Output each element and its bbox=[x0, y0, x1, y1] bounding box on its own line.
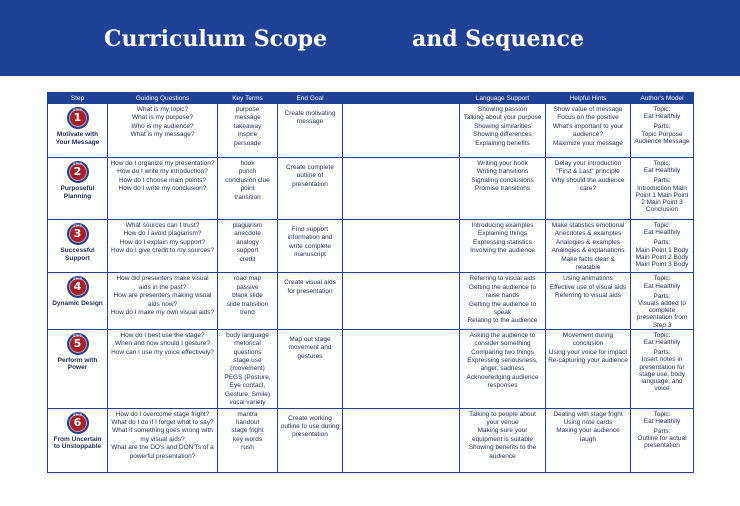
key-term: passive bbox=[236, 283, 259, 291]
key-term: handout bbox=[235, 418, 260, 426]
page-title-left: Curriculum Scope bbox=[104, 26, 328, 52]
model-label: Topic: bbox=[653, 410, 671, 418]
step-number: 6 bbox=[73, 415, 82, 429]
model-label: Parts: bbox=[653, 239, 671, 247]
guiding-question: What sources can I trust? bbox=[125, 222, 200, 229]
guiding-question: How are presenters making visual aids now? bbox=[113, 292, 212, 308]
helpful-hint: Effective use of visual aids bbox=[549, 283, 627, 291]
curriculum-table bbox=[47, 92, 694, 473]
guiding-questions-cell bbox=[108, 158, 218, 220]
step-name: Dynamic Design bbox=[52, 300, 103, 308]
language-support-item: Promise transitions bbox=[474, 185, 531, 193]
key-terms-cell bbox=[218, 158, 278, 220]
language-support-item: Relating to the audience bbox=[467, 317, 538, 325]
step-name: From Uncertain to Unstoppable bbox=[53, 435, 102, 451]
step-cell bbox=[48, 329, 108, 408]
model-value-text: Eat Healthily bbox=[643, 113, 681, 121]
model-value bbox=[633, 167, 691, 174]
helpful-hint: Analogies & examples bbox=[555, 238, 621, 246]
helpful-hint: Make statistics emotional bbox=[551, 222, 625, 229]
helpful-hint: Using note cards bbox=[563, 418, 613, 426]
step-name: Perform with Power bbox=[57, 356, 98, 372]
step-cell bbox=[48, 273, 108, 329]
authors-model-cell bbox=[631, 220, 694, 273]
guiding-questions-cell bbox=[108, 273, 218, 329]
helpful-hint: Analogies & explanations bbox=[551, 247, 625, 255]
step-cell bbox=[48, 220, 108, 273]
model-value-text: Eat Healthily bbox=[643, 229, 681, 237]
authors-model-cell bbox=[631, 273, 694, 329]
step-name: Motivate with Your Message bbox=[55, 131, 100, 146]
blank-cell bbox=[343, 408, 460, 472]
model-label: Parts: bbox=[653, 427, 671, 435]
key-term: rhetorical questions bbox=[233, 340, 262, 356]
step-badge-icon bbox=[67, 276, 89, 298]
key-term: rush bbox=[241, 444, 254, 452]
language-support-item: Making sure your equipment is suitable bbox=[471, 427, 534, 443]
end-goal: Create motivating message bbox=[284, 110, 336, 126]
guiding-question: How do I organize my presentation? bbox=[110, 160, 215, 167]
key-term: vocal variety bbox=[229, 399, 266, 407]
helpful-hint: Re-capturing your audience bbox=[548, 357, 628, 365]
model-value bbox=[633, 113, 691, 120]
badge-word: STEP bbox=[72, 162, 83, 166]
language-support-item: Talking to people about your venue bbox=[469, 410, 536, 426]
step-cell bbox=[48, 408, 108, 472]
badge-word: STEP bbox=[72, 277, 83, 282]
guiding-questions-cell bbox=[108, 220, 218, 273]
guiding-question: How do I give credit to my sources? bbox=[111, 247, 214, 255]
end-goal-cell bbox=[278, 220, 343, 273]
language-support-cell bbox=[460, 220, 546, 273]
helpful-hint: Using your voice for impact bbox=[548, 348, 628, 356]
blank-cell bbox=[343, 329, 460, 408]
model-label: Topic: bbox=[653, 106, 671, 113]
model-label: Parts: bbox=[653, 123, 671, 131]
language-support-cell bbox=[460, 408, 546, 472]
language-support-item: Expressing seriousness, anger, sadness bbox=[467, 357, 538, 373]
helpful-hint: Show value of message bbox=[553, 106, 623, 113]
language-support-item: Referring to visual aids bbox=[469, 275, 536, 283]
helpful-hint: Why should the audience care? bbox=[551, 176, 625, 193]
model-label: Parts: bbox=[653, 349, 671, 357]
table-row bbox=[48, 273, 694, 329]
step-badge-icon bbox=[67, 412, 89, 434]
guiding-question: How do I write my conclusion? bbox=[118, 185, 207, 193]
table-row bbox=[48, 329, 694, 408]
step-number: 3 bbox=[73, 227, 82, 240]
step-number: 2 bbox=[73, 165, 82, 178]
curriculum-table-wrap bbox=[47, 92, 693, 472]
helpful-hints-cell bbox=[546, 104, 631, 158]
language-support-item: Explaining things bbox=[477, 230, 528, 238]
authors-model-cell bbox=[631, 408, 694, 472]
guiding-question: What do I do if I forget what to say? bbox=[111, 418, 214, 426]
helpful-hints-cell bbox=[546, 329, 631, 408]
model-value-text: Main Point 1 Body Main Point 2 Body Main Point 3 Body bbox=[635, 246, 689, 269]
key-term: analogy bbox=[236, 238, 259, 246]
key-term: punch bbox=[238, 168, 257, 176]
model-value-text: Insert notes in presentation for stage use, body language, and voice bbox=[639, 356, 685, 393]
key-term: support bbox=[236, 247, 259, 255]
language-support-item: Asking the audience to consider something bbox=[469, 331, 536, 348]
header-guiding-questions: Guiding Questions bbox=[108, 93, 218, 104]
table-body bbox=[48, 104, 694, 473]
language-support-item: Signaling conclusions bbox=[471, 176, 534, 184]
language-support-item: Writing your hook bbox=[477, 160, 528, 167]
guiding-question: How did presenters make visual aids in the past? bbox=[116, 275, 209, 291]
language-support-cell bbox=[460, 158, 546, 220]
end-goal-cell bbox=[278, 329, 343, 408]
model-value bbox=[633, 131, 691, 145]
model-value bbox=[633, 247, 691, 269]
key-terms-cell bbox=[218, 408, 278, 472]
table-row bbox=[48, 158, 694, 220]
header-language-support: Language Support bbox=[460, 93, 546, 104]
step-name: Purposeful Planning bbox=[60, 185, 95, 200]
language-support-item: Writing transitions bbox=[476, 168, 529, 176]
blank-cell bbox=[343, 273, 460, 329]
authors-model-cell bbox=[631, 329, 694, 408]
model-value-tail: Step 3 bbox=[652, 321, 672, 329]
model-label: Parts: bbox=[653, 292, 671, 300]
helpful-hints-cell bbox=[546, 273, 631, 329]
guiding-question: What is my purpose? bbox=[131, 114, 194, 122]
end-goal: Map out stage movement and gestures bbox=[288, 335, 332, 360]
language-support-item: Introducing examples bbox=[471, 222, 534, 229]
key-term: message bbox=[234, 114, 261, 122]
header-step: Step bbox=[48, 93, 108, 104]
language-support-item: Involving the audience bbox=[470, 247, 535, 255]
model-value-text: Eat Healthily bbox=[643, 339, 681, 347]
language-support-item: Explaining benefits bbox=[475, 139, 530, 147]
guiding-question: What if something goes wrong with my visual aids? bbox=[112, 427, 213, 443]
model-value-text: Eat Healthily bbox=[643, 282, 681, 290]
model-value bbox=[633, 418, 691, 425]
key-term: plagiarism bbox=[232, 222, 263, 229]
badge-word: STEP bbox=[72, 224, 83, 228]
step-badge-icon bbox=[67, 223, 89, 245]
step-number: 4 bbox=[73, 280, 82, 294]
end-goal-cell bbox=[278, 158, 343, 220]
model-value bbox=[633, 185, 691, 214]
guiding-question: What is my message? bbox=[130, 131, 195, 139]
language-support-cell bbox=[460, 104, 546, 158]
guiding-question: How do I overcome stage fright? bbox=[115, 410, 210, 418]
guiding-question: How do I write my introduction? bbox=[117, 168, 208, 176]
guiding-question: How can I use my voice effectively? bbox=[111, 348, 214, 356]
helpful-hint: Making your audience laugh bbox=[556, 427, 620, 443]
key-term: trend bbox=[240, 309, 255, 317]
header-key-terms: Key Terms bbox=[218, 93, 278, 104]
key-term: credit bbox=[239, 255, 256, 263]
step-number: 1 bbox=[73, 111, 82, 124]
language-support-item: Expressing statistics bbox=[473, 238, 532, 246]
model-value-text: Eat Healthily bbox=[643, 167, 681, 175]
key-term: blank slide bbox=[232, 292, 263, 300]
model-value-text: Visuals added to complete presentation from bbox=[636, 300, 688, 322]
helpful-hint: Make facts clear & relatable bbox=[561, 255, 615, 272]
key-terms-cell bbox=[218, 220, 278, 273]
language-support-item: Showing similarities bbox=[473, 122, 532, 130]
key-term: conclusion clue bbox=[225, 176, 270, 184]
model-value bbox=[633, 300, 691, 329]
step-name: Successful Support bbox=[60, 247, 95, 262]
guiding-question: How do I make my own visual aids? bbox=[110, 309, 215, 317]
helpful-hint: Maximize your message bbox=[552, 139, 624, 147]
helpful-hint: Focus on the positive bbox=[557, 114, 619, 122]
helpful-hint: Delay your introduction bbox=[554, 160, 622, 167]
title-banner bbox=[0, 0, 740, 76]
guiding-question: When and how should I gesture? bbox=[114, 340, 211, 348]
step-cell bbox=[48, 104, 108, 158]
table-row bbox=[48, 220, 694, 273]
table-row bbox=[48, 104, 694, 158]
guiding-question: What is my topic? bbox=[136, 106, 189, 113]
end-goal: Find support information and write complete manuscript bbox=[287, 226, 333, 259]
table-row bbox=[48, 408, 694, 472]
badge-word: STEP bbox=[72, 412, 83, 417]
end-goal: Create complete outline of presentation bbox=[286, 164, 334, 188]
key-terms-cell bbox=[218, 273, 278, 329]
page-title-right: and Sequence bbox=[412, 26, 584, 52]
language-support-item: Comparing two things bbox=[471, 348, 534, 356]
step-badge-icon bbox=[67, 161, 89, 183]
model-value bbox=[633, 356, 691, 392]
helpful-hint: Referring to visual aids bbox=[554, 292, 622, 300]
key-term: purpose bbox=[235, 106, 260, 113]
blank-cell bbox=[343, 220, 460, 273]
helpful-hint: What's important to your audience? bbox=[552, 122, 624, 139]
key-term: key words bbox=[232, 435, 263, 443]
header-end-goal: End Goal bbox=[278, 93, 343, 104]
step-badge-icon bbox=[67, 107, 89, 129]
authors-model-cell bbox=[631, 104, 694, 158]
step-badge-icon bbox=[67, 333, 89, 355]
step-number: 5 bbox=[73, 336, 82, 350]
helpful-hint: Anecdotes & examples bbox=[554, 230, 622, 238]
key-term: stage use (movement) bbox=[230, 357, 265, 373]
model-value bbox=[633, 339, 691, 346]
model-label: Topic: bbox=[653, 275, 671, 283]
key-term: PEGS (Posture, Eye contact, Gesture, Smile) bbox=[224, 373, 271, 398]
header-blank bbox=[343, 93, 460, 104]
helpful-hint: "First & Last" principle bbox=[556, 168, 620, 176]
language-support-item: Showing passion bbox=[477, 106, 528, 113]
key-term: persuade bbox=[233, 139, 262, 147]
key-term: transition bbox=[234, 193, 261, 201]
language-support-item: Getting the audience to raise hands bbox=[468, 283, 537, 300]
header-row bbox=[48, 93, 694, 104]
language-support-item: Acknowledging audience responses bbox=[466, 373, 539, 390]
guiding-question: How do I explain my support? bbox=[119, 238, 206, 246]
model-label: Topic: bbox=[653, 331, 671, 339]
language-support-item: Talking about your purpose bbox=[463, 114, 542, 122]
guiding-question: What are the DO's and DON'Ts of a powerful presentation? bbox=[111, 444, 214, 460]
key-term: anecdote bbox=[234, 230, 261, 238]
end-goal: Create working outline to use during presentation bbox=[280, 414, 340, 439]
badge-word: STEP bbox=[72, 108, 83, 112]
step-cell bbox=[48, 158, 108, 220]
key-term: body language bbox=[226, 331, 269, 339]
guiding-question: How do I choose main points? bbox=[118, 176, 207, 184]
language-support-item: Getting the audience to speak bbox=[468, 300, 537, 317]
end-goal-cell bbox=[278, 104, 343, 158]
key-terms-cell bbox=[218, 104, 278, 158]
badge-word: STEP bbox=[72, 333, 83, 338]
language-support-item: Showing differences bbox=[473, 131, 532, 139]
guiding-question: Who is my audience? bbox=[131, 122, 194, 130]
blank-cell bbox=[343, 104, 460, 158]
header-authors-model: Author's Model bbox=[631, 93, 694, 104]
guiding-questions-cell bbox=[108, 104, 218, 158]
end-goal-cell bbox=[278, 273, 343, 329]
language-support-item: Showing benefits to the audience bbox=[468, 444, 537, 460]
guiding-question: How do I avoid plagiarism? bbox=[123, 230, 202, 238]
model-label: Topic: bbox=[653, 222, 671, 229]
model-label: Topic: bbox=[653, 160, 671, 167]
blank-cell bbox=[343, 158, 460, 220]
helpful-hint: Dealing with stage fright bbox=[553, 410, 623, 418]
key-term: takeaway bbox=[233, 122, 262, 130]
helpful-hints-cell bbox=[546, 408, 631, 472]
key-term: slide transition bbox=[226, 300, 269, 308]
key-term: road map bbox=[233, 275, 262, 283]
authors-model-cell bbox=[631, 158, 694, 220]
guiding-questions-cell bbox=[108, 329, 218, 408]
helpful-hints-cell bbox=[546, 220, 631, 273]
header-helpful-hints: Helpful Hints bbox=[546, 93, 631, 104]
key-term: mantra bbox=[237, 410, 258, 418]
helpful-hint: Movement during conclusion bbox=[562, 331, 614, 348]
key-term: point bbox=[240, 185, 255, 193]
key-term: stage fright bbox=[231, 427, 264, 435]
guiding-question: How do I best use the stage? bbox=[120, 331, 205, 339]
helpful-hint: Using animations bbox=[563, 275, 613, 283]
helpful-hints-cell bbox=[546, 158, 631, 220]
model-value-text: Topic Purpose Audience Message bbox=[634, 130, 690, 145]
key-terms-cell bbox=[218, 329, 278, 408]
guiding-questions-cell bbox=[108, 408, 218, 472]
model-value bbox=[633, 435, 691, 449]
model-value-text: Eat Healthily bbox=[643, 417, 681, 425]
model-label: Parts: bbox=[653, 177, 671, 185]
language-support-cell bbox=[460, 273, 546, 329]
model-value bbox=[633, 229, 691, 236]
model-value-text: Introduction Main Point 1 Main Point 2 Main Point 3 Conclusion bbox=[635, 184, 689, 214]
end-goal: Create visual aids for presentation bbox=[284, 279, 336, 295]
end-goal-cell bbox=[278, 408, 343, 472]
key-term: hook bbox=[240, 160, 255, 167]
language-support-cell bbox=[460, 329, 546, 408]
model-value-text: Outline for actual presentation bbox=[637, 435, 687, 450]
model-value bbox=[633, 283, 691, 290]
key-term: inspire bbox=[237, 131, 258, 139]
